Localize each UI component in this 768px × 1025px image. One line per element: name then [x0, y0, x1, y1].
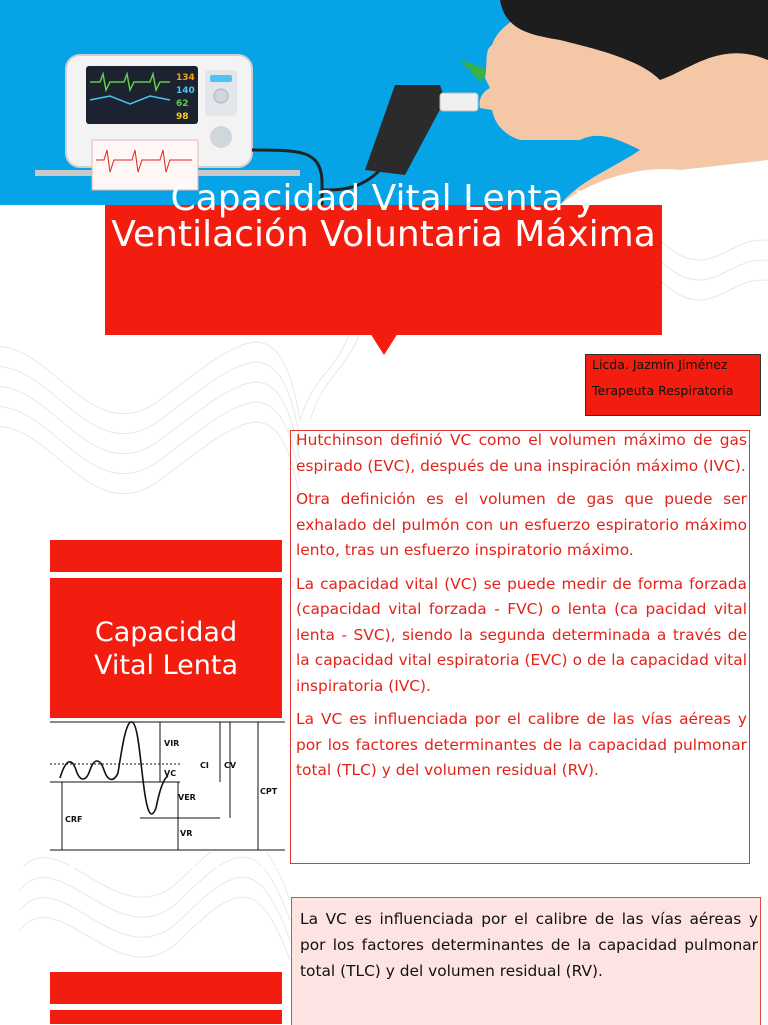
- label-cv: CV: [224, 761, 237, 770]
- bottom-callout-box: [291, 897, 761, 1025]
- paragraph-1: Hutchinson definió VC como el volumen máximo de gas espirado (EVC), después de una inspiración máximo (IVC).: [296, 431, 747, 475]
- title-notch: [370, 333, 398, 355]
- indicator-bar: [210, 75, 232, 82]
- side-heading-box: [50, 578, 282, 720]
- section-divider: [0, 866, 768, 868]
- paragraph-4: La VC es influenciada por el calibre de las vías aéreas y por los factores determinantes de la capacidad pulmonar total (TLC) y del volumen residual (RV).: [296, 710, 747, 779]
- label-ver: VER: [178, 793, 196, 802]
- spirometer-mouthpiece: [440, 93, 478, 111]
- readout-2: 140: [176, 86, 195, 96]
- readout-3: 62: [176, 99, 189, 109]
- label-crf: CRF: [65, 815, 83, 824]
- spirometry-illustration: [0, 0, 768, 205]
- label-cpt: CPT: [260, 787, 278, 796]
- readout-4: 98: [176, 112, 189, 122]
- spirogram-trace: [60, 722, 168, 814]
- side-accent-bar: [50, 540, 282, 572]
- main-text-box: [290, 430, 750, 864]
- slide-title: Capacidad Vital Lenta y Ventilación Voluntaria Máxima: [111, 178, 656, 255]
- label-ci: CI: [200, 761, 209, 770]
- spirometer-device: [365, 85, 445, 175]
- author-role: Terapeuta Respiratoria: [592, 383, 734, 398]
- paragraph-3: La capacidad vital (VC) se puede medir de forma forzada (capacidad vital forzada - FVC) o lenta (ca pacidad vital lenta - SVC), siendo la segunda determinada a través de la capacidad vital espiratoria (EVC) o de la capacidad vital inspiratoria (IVC).: [296, 574, 747, 695]
- label-vir: VIR: [164, 739, 180, 748]
- lung-volumes-diagram: [40, 718, 290, 852]
- readout-1: 134: [176, 73, 195, 83]
- paragraph-2: Otra definición es el volumen de gas que puede ser exhalado del pulmón con un esfuerzo espiratorio máximo lento, tras un esfuerzo inspiratorio máximo.: [296, 490, 747, 559]
- side-heading-box-bottom: [50, 1010, 282, 1024]
- author-box: [585, 354, 761, 416]
- side-accent-bar-bottom: [50, 972, 282, 1004]
- label-vc: VC: [164, 769, 177, 778]
- control-knob: [214, 89, 228, 103]
- author-name: Licda. Jazmín Jiménez: [592, 357, 728, 372]
- side-heading: Capacidad Vital Lenta: [93, 617, 239, 681]
- control-dial: [210, 126, 232, 148]
- label-vr: VR: [180, 829, 193, 838]
- bottom-paragraph: La VC es influenciada por el calibre de las vías aéreas y por los factores determinantes de la capacidad pulmonar total (TLC) y del volumen residual (RV).: [300, 910, 758, 980]
- title-box: [105, 178, 662, 335]
- header-illustration: [0, 0, 768, 205]
